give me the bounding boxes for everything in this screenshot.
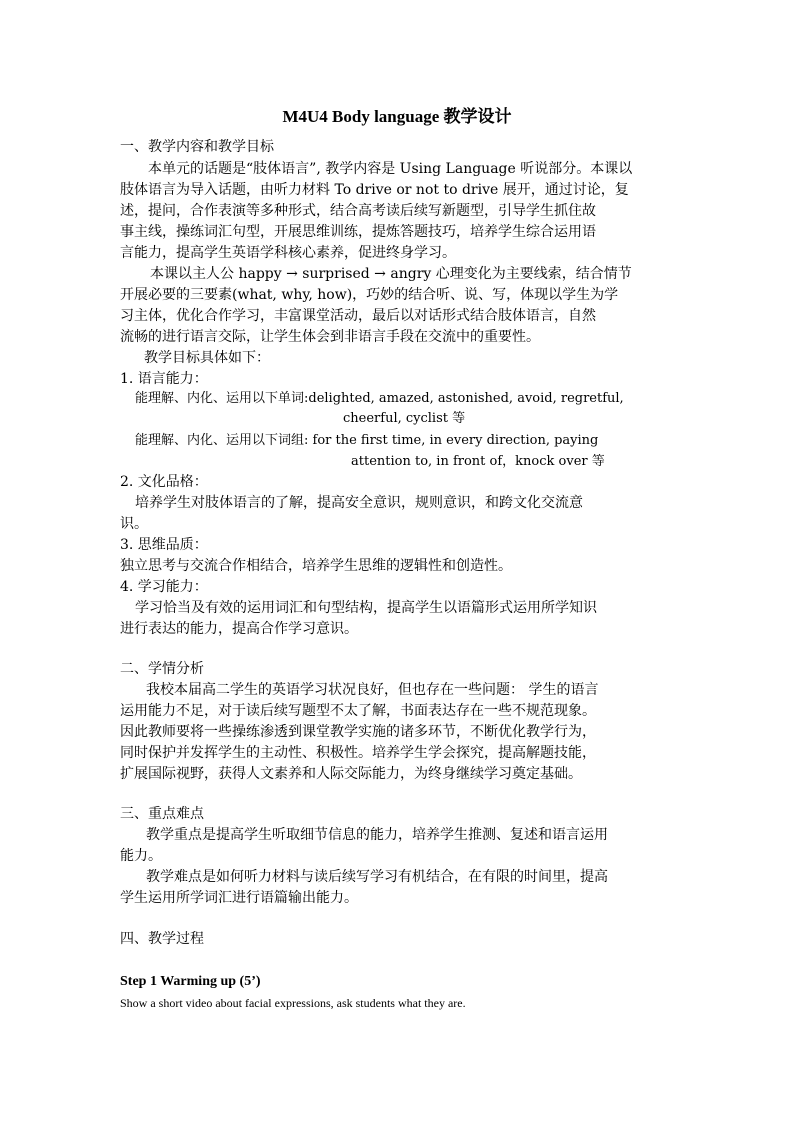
paragraph-line: 学习恰当及有效的运用词汇和句型结构，提高学生以语篇形式运用所学知识 <box>135 600 597 616</box>
paragraph-line: 教学难点是如何听力材料与读后续写学习有机结合，在有限的时间里，提高 <box>146 869 608 885</box>
goal-title-learning: 4. 学习能力： <box>120 579 208 595</box>
section-heading-analysis: 二、学情分析 <box>120 661 204 677</box>
paragraph-line: 扩展国际视野，获得人文素养和人际交际能力，为终身继续学习奠定基础。 <box>120 766 582 782</box>
paragraph-line: 同时保护并发挥学生的主动性、积极性。培养学生学会探究，提高解题技能， <box>120 745 596 761</box>
paragraph-line: 本单元的话题是“肢体语言”, 教学内容是 Using Language 听说部分。本课以 <box>148 161 633 177</box>
paragraph-line: 学生运用所学词汇进行语篇输出能力。 <box>120 890 358 906</box>
goal-phrases-line: 能理解、内化、运用以下词组: for the first time, in every direction, paying <box>135 433 599 448</box>
paragraph-line: 习主体，优化合作学习，丰富课堂活动，最后以对话形式结合肢体语言，自然 <box>120 308 596 324</box>
paragraph-line: 事主线，操练词汇句型，开展思维训练，提炼答题技巧，培养学生综合运用语 <box>120 224 596 240</box>
paragraph-line: 流畅的进行语言交际，让学生体会到非语言手段在交流中的重要性。 <box>120 329 540 345</box>
goal-phrases-line: attention to, in front of，knock over 等 <box>351 454 605 469</box>
paragraph-line: 进行表达的能力，提高合作学习意识。 <box>120 621 358 637</box>
paragraph-line: 言能力，提高学生英语学科核心素养，促进终身学习。 <box>120 245 456 261</box>
goal-title-language: 1. 语言能力： <box>120 371 208 387</box>
paragraph-line: 培养学生对肢体语言的了解，提高安全意识，规则意识，和跨文化交流意 <box>135 495 583 511</box>
paragraph-line: 因此教师要将一些操练渗透到课堂教学实施的诸多环节，不断优化教学行为， <box>120 724 596 740</box>
section-heading-content-goals: 一、教学内容和教学目标 <box>120 139 274 155</box>
paragraph-line: 独立思考与交流合作相结合，培养学生思维的逻辑性和创造性。 <box>120 558 512 574</box>
paragraph-line: 本课以主人公 happy → surprised → angry 心理变化为主要线索，结合情节 <box>150 266 632 282</box>
paragraph-line: 述，提问，合作表演等多种形式，结合高考读后续写新题型，引导学生抓住故 <box>120 203 596 219</box>
step-heading: Step 1 Warming up (5’) <box>120 974 261 989</box>
section-heading-process: 四、教学过程 <box>120 931 204 947</box>
section-heading-key-points: 三、重点难点 <box>120 806 204 822</box>
paragraph-line: 能力。 <box>120 848 162 864</box>
goal-title-culture: 2. 文化品格： <box>120 474 208 490</box>
goal-words-line: 能理解、内化、运用以下单词:delighted, amazed, astonished, avoid, regretful, <box>135 391 624 406</box>
document-title: M4U4 Body language 教学设计 <box>282 107 512 126</box>
paragraph-line: 开展必要的三要素(what, why, how)，巧妙的结合听、说、写，体现以学生为学 <box>120 287 619 303</box>
paragraph-line: 运用能力不足，对于读后续写题型不太了解，书面表达存在一些不规范现象。 <box>120 703 596 719</box>
paragraph-line: 识。 <box>120 516 148 532</box>
paragraph-line: 肢体语言为导入话题，由听力材料 To drive or not to drive 展开，通过讨论，复 <box>120 182 629 198</box>
goal-title-thinking: 3. 思维品质： <box>120 537 208 553</box>
goals-intro: 教学目标具体如下： <box>144 350 270 366</box>
goal-words-line: cheerful, cyclist 等 <box>343 411 466 426</box>
paragraph-line: 我校本届高二学生的英语学习状况良好，但也存在一些问题： 学生的语言 <box>146 682 599 698</box>
paragraph-line: 教学重点是提高学生听取细节信息的能力，培养学生推测、复述和语言运用 <box>146 827 608 843</box>
step-description: Show a short video about facial expressions, ask students what they are. <box>120 996 466 1010</box>
